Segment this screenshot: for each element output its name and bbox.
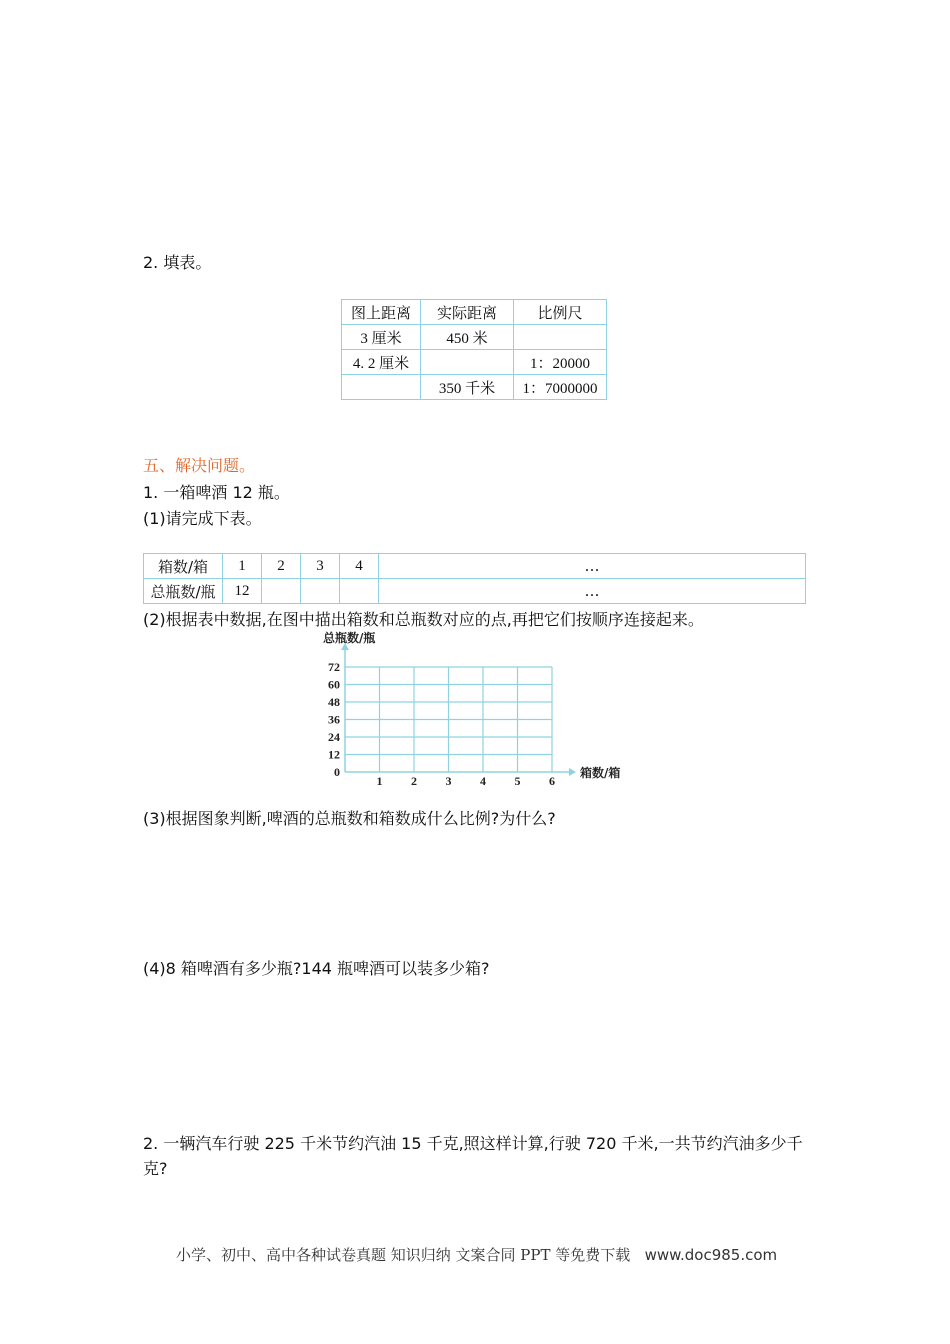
y-tick-label: 72 bbox=[328, 660, 340, 674]
table-cell: 450 米 bbox=[421, 325, 514, 350]
y-tick-label: 0 bbox=[334, 765, 340, 779]
table-cell: 4 bbox=[340, 554, 379, 579]
problem-1-part-1: (1)请完成下表。 bbox=[143, 509, 262, 528]
problem-2-line-2: 克? bbox=[143, 1159, 168, 1178]
chart-labels bbox=[323, 630, 620, 788]
x-tick-label: 1 bbox=[376, 774, 383, 788]
table-cell: 2 bbox=[262, 554, 301, 579]
table-cell: 12 bbox=[223, 579, 262, 604]
x-tick-label: 5 bbox=[514, 774, 521, 788]
problem-2-line-1: 2. 一辆汽车行驶 225 千米节约汽油 15 千克,照这样计算,行驶 720 千米,一共节约汽油多少千 bbox=[143, 1134, 803, 1153]
y-tick-label: 36 bbox=[328, 712, 340, 727]
x-tick-label: 4 bbox=[480, 774, 486, 788]
table-cell: 350 千米 bbox=[421, 375, 514, 400]
y-axis-label: 总瓶数/瓶 bbox=[323, 631, 376, 645]
problem-1-part-3: (3)根据图象判断,啤酒的总瓶数和箱数成什么比例?为什么? bbox=[143, 809, 556, 828]
y-tick-label: 12 bbox=[328, 747, 340, 762]
boxes-bottles-table bbox=[143, 553, 806, 604]
table-cell[interactable] bbox=[262, 579, 301, 604]
table-cell: 1：7000000 bbox=[514, 375, 607, 400]
table-header: 箱数/箱 bbox=[144, 554, 223, 579]
table-cell: 4. 2 厘米 bbox=[342, 350, 421, 375]
table-cell[interactable] bbox=[421, 350, 514, 375]
table-header: 图上距离 bbox=[342, 300, 421, 325]
y-tick-label: 48 bbox=[328, 695, 340, 709]
table-cell: 1 bbox=[223, 554, 262, 579]
table-cell: 3 厘米 bbox=[342, 325, 421, 350]
problem-1-part-2: (2)根据表中数据,在图中描出箱数和总瓶数对应的点,再把它们按顺序连接起来。 bbox=[143, 610, 704, 629]
y-tick-label: 60 bbox=[328, 677, 340, 692]
scale-table bbox=[341, 299, 607, 400]
page-footer bbox=[176, 1244, 777, 1265]
bottles-vs-boxes-chart bbox=[300, 630, 640, 790]
x-axis-arrow-icon bbox=[569, 768, 576, 776]
table-cell: 1：20000 bbox=[514, 350, 607, 375]
x-axis-label: 箱数/箱 bbox=[580, 766, 621, 780]
question-2-label: 2. 填表。 bbox=[143, 253, 212, 272]
problem-1-intro: 1. 一箱啤酒 12 瓶。 bbox=[143, 483, 290, 502]
x-tick-label: 2 bbox=[411, 774, 417, 788]
table-header: 总瓶数/瓶 bbox=[144, 579, 223, 604]
footer-url[interactable]: www.doc985.com bbox=[644, 1246, 778, 1264]
table-cell[interactable] bbox=[514, 325, 607, 350]
table-cell[interactable] bbox=[340, 579, 379, 604]
problem-1-part-4: (4)8 箱啤酒有多少瓶?144 瓶啤酒可以装多少箱? bbox=[143, 959, 490, 978]
table-cell: … bbox=[379, 554, 806, 579]
table-cell: 3 bbox=[301, 554, 340, 579]
table-cell: … bbox=[379, 579, 806, 604]
chart-axes bbox=[341, 643, 576, 776]
footer-text: 小学、初中、高中各种试卷真题 知识归纳 文案合同 PPT 等免费下载 bbox=[176, 1246, 631, 1264]
table-cell[interactable] bbox=[301, 579, 340, 604]
x-tick-label: 3 bbox=[445, 774, 452, 788]
chart-grid bbox=[345, 667, 552, 772]
table-cell[interactable] bbox=[342, 375, 421, 400]
section-heading: 五、解决问题。 bbox=[143, 456, 256, 475]
x-tick-label: 6 bbox=[549, 774, 555, 788]
table-header: 实际距离 bbox=[421, 300, 514, 325]
table-header: 比例尺 bbox=[514, 300, 607, 325]
y-tick-label: 24 bbox=[328, 730, 340, 744]
